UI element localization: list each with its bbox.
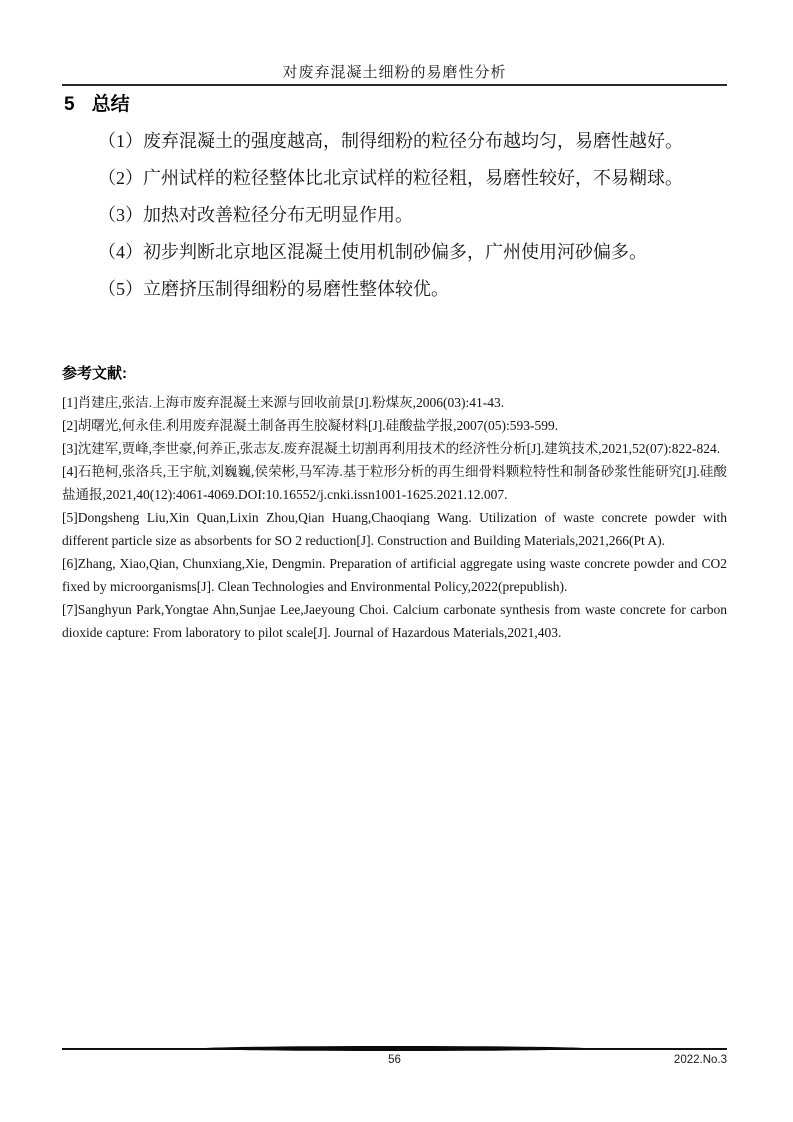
page-number: 56 [388, 1054, 401, 1066]
conclusion-item-2: （2）广州试样的粒径整体比北京试样的粒径粗，易磨性较好，不易糊球。 [98, 168, 683, 188]
conclusion-list [62, 131, 727, 299]
footer-row [62, 1054, 727, 1074]
conclusion-item-3: （3）加热对改善粒径分布无明显作用。 [98, 205, 413, 225]
issue-label: 2022.No.3 [673, 1054, 727, 1066]
references-section [62, 365, 727, 644]
reference-item-6: [6]Zhang, Xiao,Qian, Chunxiang,Xie, Dengmin. Preparation of artificial aggregate using waste concrete powder and CO2 fixed by microorganisms[J]. Clean Technologies and Environmental Policy,2022(prepublish). [62, 556, 727, 594]
reference-item-1: [1]肖建庄,张洁.上海市废弃混凝土来源与回收前景[J].粉煤灰,2006(03):41-43. [62, 395, 505, 410]
page-header [62, 65, 727, 86]
reference-item-2: [2]胡曙光,何永佳.利用废弃混凝土制备再生胶凝材料[J].硅酸盐学报,2007(05):593-599. [62, 418, 559, 433]
reference-item-7: [7]Sanghyun Park,Yongtae Ahn,Sunjae Lee,Jaeyoung Choi. Calcium carbonate synthesis from waste concrete for carbon dioxide capture: From laboratory to pilot scale[J]. Journal of Hazardous Materials,2021,403. [62, 602, 727, 640]
footer-rule-scan-blot [202, 1046, 588, 1051]
reference-item-5: [5]Dongsheng Liu,Xin Quan,Lixin Zhou,Qian Huang,Chaoqiang Wang. Utilization of waste concrete powder with different particle size as absorbents for SO 2 reduction[J]. Construction and Building Materials,2021,266(Pt A). [62, 510, 727, 548]
header-rule [62, 84, 727, 86]
page-footer [62, 1048, 727, 1074]
conclusion-item-4: （4）初步判断北京地区混凝土使用机制砂偏多，广州使用河砂偏多。 [98, 242, 647, 262]
conclusion-item-5: （5）立磨挤压制得细粉的易磨性整体较优。 [98, 279, 449, 299]
references-heading: 参考文献: [62, 365, 127, 382]
section-heading [64, 94, 727, 115]
section-number: 5 [64, 94, 75, 115]
conclusion-item-1: （1）废弃混凝土的强度越高，制得细粉的粒径分布越均匀，易磨性越好。 [98, 131, 683, 151]
reference-item-4: [4]石艳柯,张洛兵,王宇航,刘巍巍,侯荣彬,马军涛.基于粒形分析的再生细骨料颗粒特性和制备砂浆性能研究[J].硅酸盐通报,2021,40(12):4061-4069.DOI:10.16552/j.cnki.issn1001-1625.2021.12.007. [62, 464, 727, 502]
section-title: 总结 [91, 94, 130, 115]
reference-item-3: [3]沈建军,贾峰,李世豪,何养正,张志友.废弃混凝土切割再利用技术的经济性分析[J].建筑技术,2021,52(07):822-824. [62, 441, 721, 456]
running-title: 对废弃混凝土细粉的易磨性分析 [282, 65, 507, 81]
